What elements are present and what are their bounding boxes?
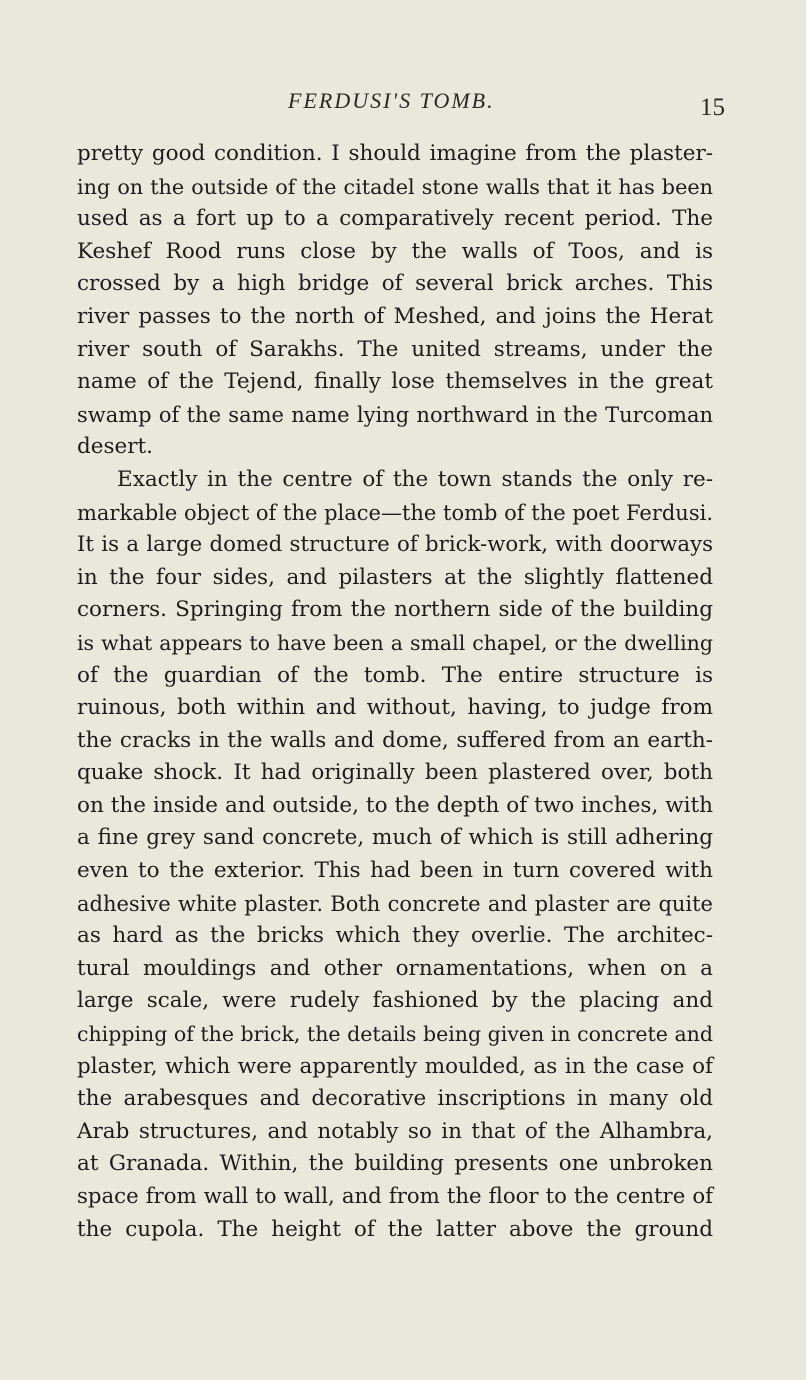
text-line: It is a large domed structure of brick-work, with doorways	[77, 532, 713, 558]
text-line: pretty good condition. I should imagine from the plaster-	[77, 141, 713, 166]
text-line: river passes to the north of Meshed, and joins the Herat	[77, 303, 713, 329]
text-line: quake shock. It had originally been plastered over, both	[77, 760, 713, 786]
text-line: even to the exterior. This had been in turn covered with	[77, 858, 713, 884]
text-line: large scale, were rudely fashioned by the placing and	[77, 988, 713, 1014]
text-line: river south of Sarakhs. The united streams, under the	[77, 336, 713, 362]
text-line: corners. Springing from the northern side of the building	[77, 597, 713, 623]
text-line: name of the Tejend, finally lose themselves in the great	[77, 369, 713, 395]
text-line: on the inside and outside, to the depth of two inches, with	[77, 792, 713, 818]
text-line: the cupola. The height of the latter above the ground	[77, 1216, 713, 1242]
text-line: is what appears to have been a small chapel, or the dwelling	[77, 630, 713, 655]
text-line: at Granada. Within, the building presents one unbroken	[77, 1151, 713, 1177]
text-line: in the four sides, and pilasters at the slightly flattened	[77, 564, 713, 590]
text-line: the arabesques and decorative inscriptions in many old	[77, 1086, 713, 1112]
text-line: crossed by a high bridge of several brick arches. This	[77, 271, 713, 297]
page-header	[0, 88, 806, 128]
text-line: desert.	[77, 434, 153, 460]
text-line: the cracks in the walls and dome, suffered from an earth-	[77, 727, 713, 753]
text-line: ruinous, both within and without, having, to judge from	[77, 695, 713, 721]
text-line: used as a fort up to a comparatively recent period. The	[77, 206, 713, 232]
text-line: plaster, which were apparently moulded, as in the case of	[77, 1053, 713, 1079]
text-line: a fine grey sand concrete, much of which is still adhering	[77, 825, 713, 851]
text-line: markable object of the place—the tomb of the poet Ferdusi.	[77, 500, 713, 525]
text-line: of the guardian of the tomb. The entire structure is	[77, 662, 713, 688]
text-line: as hard as the bricks which they overlie. The architec-	[77, 923, 713, 949]
text-line: Exactly in the centre of the town stands the only re-	[117, 466, 713, 492]
text-line: adhesive white plaster. Both concrete and plaster are quite	[77, 891, 713, 916]
text-line: space from wall to wall, and from the floor to the centre of	[77, 1184, 713, 1209]
text-line: Arab structures, and notably so in that of the Alhambra,	[77, 1118, 713, 1144]
running-title: FERDUSI'S TOMB.	[288, 88, 495, 113]
text-line: chipping of the brick, the details being given in concrete and	[77, 1022, 713, 1047]
body-text	[77, 138, 713, 1246]
page-number: 15	[700, 94, 725, 121]
text-line: ing on the outside of the citadel stone walls that it has been	[77, 174, 713, 199]
text-line: tural mouldings and other ornamentations, when on a	[77, 955, 713, 981]
text-line: Keshef Rood runs close by the walls of Toos, and is	[77, 238, 713, 264]
text-line: swamp of the same name lying northward in the Turcoman	[77, 402, 713, 427]
